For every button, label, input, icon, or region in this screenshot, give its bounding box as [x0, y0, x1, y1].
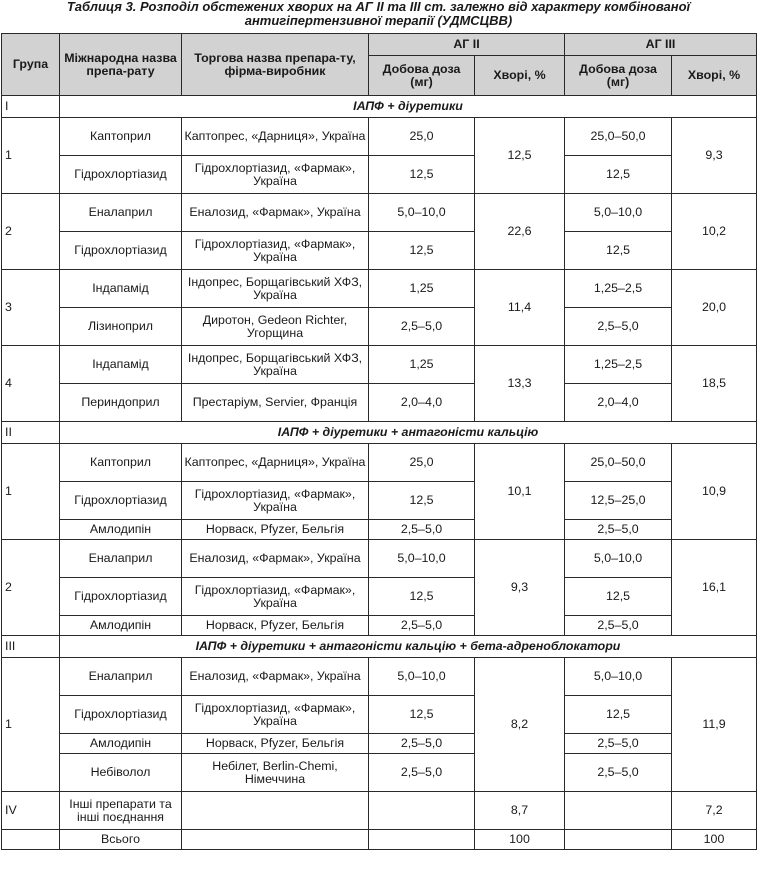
section-title: ІАПФ + діуретики + антагоністи кальцію + бета-адреноблокатори [60, 636, 757, 658]
section-row [2, 96, 757, 118]
group-number: 1 [2, 658, 60, 792]
trade-name-cell: Норваск, Pfyzer, Бельгія [182, 734, 369, 754]
table-header [2, 34, 757, 96]
header-ag2-patients: Хворі, % [475, 56, 565, 96]
ag2-patients-cell: 12,5 [475, 118, 565, 194]
ag3-dose-cell: 2,0–4,0 [565, 384, 672, 422]
table-body [2, 96, 757, 850]
header-ag3-patients: Хворі, % [672, 56, 757, 96]
empty-cell [182, 792, 369, 830]
ag3-dose-cell: 1,25–2,5 [565, 270, 672, 308]
ag3-patients-cell: 10,2 [672, 194, 757, 270]
trade-name-cell: Каптопрес, «Дарниця», Україна [182, 118, 369, 156]
caption-line-1: Таблиця 3. Розподіл обстежених хворих на АГ ІІ та ІІІ ст. залежно від характеру комбінованої [66, 0, 691, 14]
empty-cell [369, 792, 475, 830]
intl-name-cell: Амлодипін [60, 520, 182, 540]
intl-name-cell: Каптоприл [60, 118, 182, 156]
table-caption [0, 0, 757, 32]
ag2-patients-cell: 8,2 [475, 658, 565, 792]
ag3-dose-cell: 2,5–5,0 [565, 754, 672, 792]
intl-name-cell: Периндоприл [60, 384, 182, 422]
header-group: Група [2, 34, 60, 96]
ag2-dose-cell: 25,0 [369, 118, 475, 156]
trade-name-cell: Гідрохлортіазид, «Фармак», Україна [182, 696, 369, 734]
other-label: IV [2, 792, 60, 830]
ag3-dose-cell: 5,0–10,0 [565, 194, 672, 232]
table-row [2, 194, 757, 232]
ag3-dose-cell: 2,5–5,0 [565, 308, 672, 346]
ag2-dose-cell: 1,25 [369, 346, 475, 384]
ag3-dose-cell: 12,5 [565, 696, 672, 734]
ag2-dose-cell: 2,5–5,0 [369, 754, 475, 792]
group-number: 3 [2, 270, 60, 346]
ag2-dose-cell: 2,5–5,0 [369, 520, 475, 540]
table-row [2, 696, 757, 734]
trade-name-cell: Еналозид, «Фармак», Україна [182, 194, 369, 232]
ag2-dose-cell: 5,0–10,0 [369, 194, 475, 232]
intl-name-cell: Індапамід [60, 270, 182, 308]
intl-name-cell: Індапамід [60, 346, 182, 384]
ag3-patients-cell: 16,1 [672, 540, 757, 636]
table-row [2, 754, 757, 792]
ag2-dose-cell: 12,5 [369, 578, 475, 616]
ag2-dose-cell: 5,0–10,0 [369, 658, 475, 696]
header-ag2-dose: Добова доза (мг) [369, 56, 475, 96]
ag2-dose-cell: 2,5–5,0 [369, 616, 475, 636]
ag3-dose-cell: 12,5 [565, 156, 672, 194]
trade-name-cell: Небілет, Berlin-Chemi, Німеччина [182, 754, 369, 792]
trade-name-cell: Еналозид, «Фармак», Україна [182, 540, 369, 578]
header-trade-name: Торгова назва препара-ту, фірма-виробник [182, 34, 369, 96]
ag3-patients-cell: 20,0 [672, 270, 757, 346]
trade-name-cell: Норваск, Pfyzer, Бельгія [182, 520, 369, 540]
section-row [2, 422, 757, 444]
trade-name-cell: Гідрохлортіазид, «Фармак», Україна [182, 156, 369, 194]
group-number: 2 [2, 194, 60, 270]
trade-name-cell: Гідрохлортіазид, «Фармак», Україна [182, 482, 369, 520]
other-ag2-pct: 8,7 [475, 792, 565, 830]
intl-name-cell: Небіволол [60, 754, 182, 792]
section-title: ІАПФ + діуретики [60, 96, 757, 118]
section-label: ІІІ [2, 636, 60, 658]
table-row [2, 270, 757, 308]
table-row [2, 232, 757, 270]
table-row [2, 830, 757, 850]
ag3-dose-cell: 12,5–25,0 [565, 482, 672, 520]
trade-name-cell: Індопрес, Борщагівський ХФЗ, Україна [182, 270, 369, 308]
header-intl-name: Міжнародна назва препа-рату [60, 34, 182, 96]
ag3-dose-cell: 12,5 [565, 578, 672, 616]
total-ag3-pct: 100 [672, 830, 757, 850]
ag3-dose-cell: 25,0–50,0 [565, 444, 672, 482]
table-row [2, 444, 757, 482]
empty-cell [565, 792, 672, 830]
trade-name-cell: Індопрес, Борщагівський ХФЗ, Україна [182, 346, 369, 384]
ag3-dose-cell: 2,5–5,0 [565, 520, 672, 540]
header-ag3: АГ ІІІ [565, 34, 757, 56]
ag3-dose-cell: 5,0–10,0 [565, 540, 672, 578]
trade-name-cell: Диротон, Gedeon Richter, Угорщина [182, 308, 369, 346]
table-row [2, 308, 757, 346]
group-number: 4 [2, 346, 60, 422]
ag2-dose-cell: 12,5 [369, 482, 475, 520]
ag2-dose-cell: 12,5 [369, 696, 475, 734]
trade-name-cell: Еналозид, «Фармак», Україна [182, 658, 369, 696]
intl-name-cell: Лізиноприл [60, 308, 182, 346]
other-ag3-pct: 7,2 [672, 792, 757, 830]
intl-name-cell: Амлодипін [60, 734, 182, 754]
trade-name-cell: Гідрохлортіазид, «Фармак», Україна [182, 578, 369, 616]
intl-name-cell: Гідрохлортіазид [60, 232, 182, 270]
table-row [2, 520, 757, 540]
therapy-table [1, 33, 757, 850]
header-ag3-dose: Добова доза (мг) [565, 56, 672, 96]
group-number: 1 [2, 444, 60, 540]
trade-name-cell: Норваск, Pfyzer, Бельгія [182, 616, 369, 636]
ag3-patients-cell: 11,9 [672, 658, 757, 792]
ag2-dose-cell: 25,0 [369, 444, 475, 482]
table-row [2, 346, 757, 384]
total-ag2-pct: 100 [475, 830, 565, 850]
ag3-patients-cell: 9,3 [672, 118, 757, 194]
trade-name-cell: Каптопрес, «Дарниця», Україна [182, 444, 369, 482]
table-row [2, 482, 757, 520]
ag2-patients-cell: 13,3 [475, 346, 565, 422]
total-label: Всього [60, 830, 182, 850]
other-text: Інші препарати та інші поєднання [60, 792, 182, 830]
caption-line-2: антигіпертензивної терапії (УДМСЦВВ) [244, 13, 513, 28]
ag2-dose-cell: 12,5 [369, 232, 475, 270]
intl-name-cell: Еналаприл [60, 194, 182, 232]
ag2-dose-cell: 2,5–5,0 [369, 734, 475, 754]
intl-name-cell: Гідрохлортіазид [60, 156, 182, 194]
ag2-patients-cell: 10,1 [475, 444, 565, 540]
ag2-dose-cell: 12,5 [369, 156, 475, 194]
ag2-patients-cell: 22,6 [475, 194, 565, 270]
ag3-patients-cell: 10,9 [672, 444, 757, 540]
table-row [2, 658, 757, 696]
table-row [2, 540, 757, 578]
table-row [2, 734, 757, 754]
table-row [2, 156, 757, 194]
ag3-dose-cell: 1,25–2,5 [565, 346, 672, 384]
table-row [2, 118, 757, 156]
intl-name-cell: Амлодипін [60, 616, 182, 636]
intl-name-cell: Гідрохлортіазид [60, 482, 182, 520]
ag2-patients-cell: 9,3 [475, 540, 565, 636]
ag3-patients-cell: 18,5 [672, 346, 757, 422]
ag2-dose-cell: 1,25 [369, 270, 475, 308]
intl-name-cell: Еналаприл [60, 540, 182, 578]
section-label: І [2, 96, 60, 118]
ag3-dose-cell: 5,0–10,0 [565, 658, 672, 696]
section-row [2, 636, 757, 658]
ag2-patients-cell: 11,4 [475, 270, 565, 346]
ag2-dose-cell: 5,0–10,0 [369, 540, 475, 578]
intl-name-cell: Гідрохлортіазид [60, 696, 182, 734]
table-row [2, 616, 757, 636]
group-number: 2 [2, 540, 60, 636]
trade-name-cell: Престаріум, Servier, Франція [182, 384, 369, 422]
ag2-dose-cell: 2,0–4,0 [369, 384, 475, 422]
section-title: ІАПФ + діуретики + антагоністи кальцію [60, 422, 757, 444]
ag3-dose-cell: 2,5–5,0 [565, 616, 672, 636]
table-row [2, 578, 757, 616]
intl-name-cell: Еналаприл [60, 658, 182, 696]
header-ag2: АГ ІІ [369, 34, 565, 56]
table-row [2, 792, 757, 830]
trade-name-cell: Гідрохлортіазид, «Фармак», Україна [182, 232, 369, 270]
ag2-dose-cell: 2,5–5,0 [369, 308, 475, 346]
group-number: 1 [2, 118, 60, 194]
intl-name-cell: Каптоприл [60, 444, 182, 482]
section-label: ІІ [2, 422, 60, 444]
table-row [2, 384, 757, 422]
intl-name-cell: Гідрохлортіазид [60, 578, 182, 616]
ag3-dose-cell: 2,5–5,0 [565, 734, 672, 754]
ag3-dose-cell: 12,5 [565, 232, 672, 270]
ag3-dose-cell: 25,0–50,0 [565, 118, 672, 156]
